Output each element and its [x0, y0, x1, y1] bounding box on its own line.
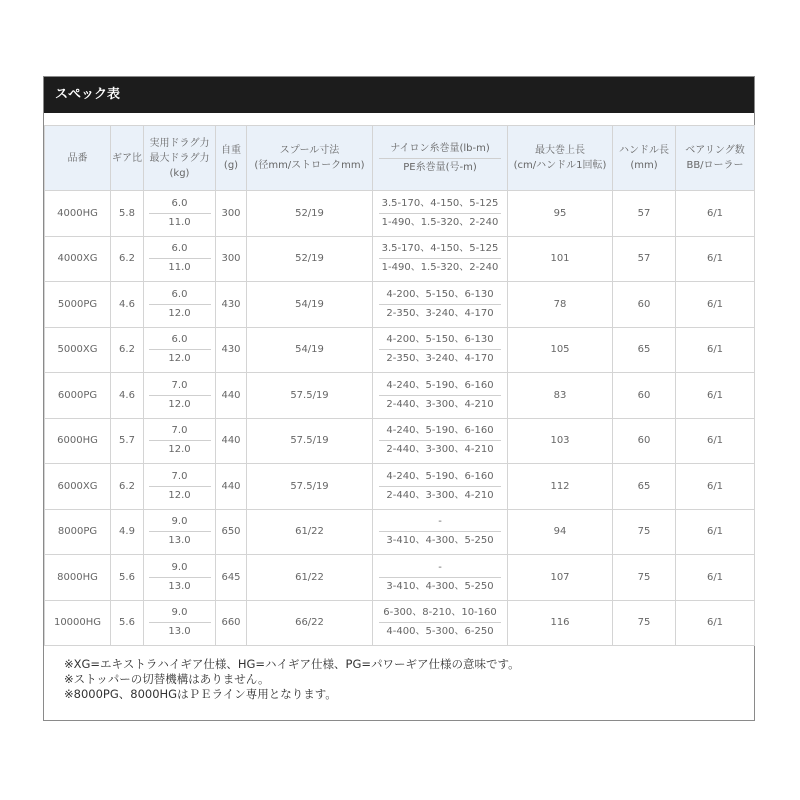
line-stack — [373, 195, 507, 232]
retrieve-value: 78 — [553, 298, 567, 310]
header-retrieve-unit: (cm/ハンドル1回転) — [513, 160, 607, 171]
drag-stack — [144, 604, 215, 641]
cell-spool — [247, 327, 373, 373]
weight-value: 300 — [221, 253, 241, 265]
spec-table-wrapper — [44, 125, 754, 646]
drag-stack — [144, 513, 215, 550]
cell-bearing — [676, 327, 755, 373]
drag-max-value: 13.0 — [168, 626, 191, 638]
header-line-pe: PE糸巻量(号-m) — [403, 161, 477, 173]
drag-stack — [144, 331, 215, 368]
note-line: ※8000PG、8000HGはＰＥライン専用となります。 — [64, 687, 337, 701]
gear-value: 5.8 — [119, 207, 135, 219]
cell-drag — [144, 555, 216, 601]
line-stack — [373, 331, 507, 368]
handle-value: 75 — [637, 617, 651, 629]
spool-value: 52/19 — [295, 253, 324, 265]
header-drag-unit: (kg) — [169, 167, 190, 179]
cell-handle — [613, 236, 676, 282]
model-value: 4000HG — [57, 207, 98, 219]
header-spool-unit: (径mm/ストロークmm) — [254, 160, 365, 171]
cell-spool — [247, 555, 373, 601]
cell-bearing — [676, 600, 755, 646]
retrieve-value: 112 — [550, 480, 570, 492]
bearing-value: 6/1 — [706, 207, 724, 219]
header-bearing-bot: BB/ローラー — [686, 160, 744, 171]
cell-gear — [111, 327, 144, 373]
handle-value: 57 — [637, 253, 651, 265]
cell-line — [373, 236, 508, 282]
cell-model — [45, 509, 111, 555]
spool-value: 54/19 — [295, 298, 324, 310]
spec-notes — [64, 657, 520, 702]
line-stack — [373, 468, 507, 505]
header-spool-top: スプール寸法 — [279, 145, 340, 156]
weight-value: 650 — [221, 526, 241, 538]
cell-handle — [613, 555, 676, 601]
cell-retrieve — [508, 418, 613, 464]
header-model-label: 品番 — [67, 152, 88, 164]
handle-value: 75 — [637, 526, 651, 538]
cell-weight — [216, 418, 247, 464]
spec-panel — [43, 76, 755, 721]
gear-value: 6.2 — [119, 480, 135, 492]
model-value: 10000HG — [53, 617, 102, 629]
note-line: ※XG=エキストラハイギア仕様、HG=ハイギア仕様、PG=パワーギア仕様の意味です。 — [64, 657, 520, 671]
gear-value: 5.6 — [119, 617, 135, 629]
cell-drag — [144, 600, 216, 646]
cell-bearing — [676, 418, 755, 464]
cell-bearing — [676, 236, 755, 282]
drag-stack — [144, 195, 215, 232]
pe-capacity-value: 3-410、4-300、5-250 — [386, 580, 494, 592]
cell-line — [373, 373, 508, 419]
cell-gear — [111, 373, 144, 419]
gear-value: 4.9 — [119, 526, 135, 538]
retrieve-value: 101 — [550, 253, 570, 265]
gear-value: 6.2 — [119, 253, 135, 265]
nylon-capacity-value: 3.5-170、4-150、5-125 — [379, 195, 501, 214]
table-row — [45, 418, 755, 464]
cell-model — [45, 418, 111, 464]
table-row — [45, 464, 755, 510]
cell-retrieve — [508, 282, 613, 328]
cell-weight — [216, 327, 247, 373]
drag-max-value: 12.0 — [168, 398, 191, 410]
cell-line — [373, 191, 508, 237]
cell-handle — [613, 509, 676, 555]
header-bearing-top: ベアリング数 — [685, 145, 745, 156]
cell-drag — [144, 373, 216, 419]
model-value: 8000PG — [57, 526, 98, 538]
drag-max-value: 12.0 — [168, 489, 191, 501]
drag-stack — [144, 468, 215, 505]
header-gear-label: ギア比 — [112, 152, 142, 164]
cell-weight — [216, 236, 247, 282]
drag-practical-value: 6.0 — [149, 286, 211, 305]
cell-weight — [216, 555, 247, 601]
header-gear — [111, 126, 144, 191]
pe-capacity-value: 3-410、4-300、5-250 — [386, 535, 494, 547]
nylon-capacity-value: 3.5-170、4-150、5-125 — [379, 240, 501, 259]
table-row — [45, 327, 755, 373]
cell-retrieve — [508, 555, 613, 601]
header-row — [45, 126, 755, 191]
drag-stack — [144, 377, 215, 414]
line-stack — [373, 604, 507, 641]
bearing-value: 6/1 — [706, 617, 724, 629]
table-row — [45, 373, 755, 419]
cell-model — [45, 464, 111, 510]
cell-gear — [111, 282, 144, 328]
cell-drag — [144, 418, 216, 464]
handle-value: 60 — [637, 298, 651, 310]
gear-value: 5.6 — [119, 571, 135, 583]
pe-capacity-value: 1-490、1.5-320、2-240 — [381, 262, 499, 274]
table-row — [45, 191, 755, 237]
gear-value: 4.6 — [119, 389, 135, 401]
line-stack — [373, 240, 507, 277]
table-row — [45, 600, 755, 646]
cell-drag — [144, 509, 216, 555]
header-drag-top: 実用ドラグ力 — [149, 137, 210, 149]
retrieve-value: 95 — [553, 207, 567, 219]
cell-gear — [111, 236, 144, 282]
cell-spool — [247, 282, 373, 328]
cell-retrieve — [508, 373, 613, 419]
header-drag — [144, 126, 216, 191]
spec-title: スペック表 — [44, 77, 754, 113]
drag-max-value: 12.0 — [168, 307, 191, 319]
cell-weight — [216, 191, 247, 237]
bearing-value: 6/1 — [706, 480, 724, 492]
spool-value: 52/19 — [295, 207, 324, 219]
cell-gear — [111, 600, 144, 646]
cell-weight — [216, 464, 247, 510]
pe-capacity-value: 2-440、3-300、4-210 — [386, 398, 494, 410]
cell-drag — [144, 191, 216, 237]
cell-spool — [247, 418, 373, 464]
nylon-capacity-value: 6-300、8-210、10-160 — [379, 604, 501, 623]
cell-weight — [216, 509, 247, 555]
cell-weight — [216, 600, 247, 646]
cell-retrieve — [508, 464, 613, 510]
retrieve-value: 83 — [553, 389, 567, 401]
table-row — [45, 509, 755, 555]
retrieve-value: 107 — [550, 571, 570, 583]
drag-practical-value: 9.0 — [149, 559, 211, 578]
header-line-nylon: ナイロン糸巻量(lb-m) — [379, 140, 501, 159]
cell-line — [373, 418, 508, 464]
retrieve-value: 116 — [550, 617, 570, 629]
cell-retrieve — [508, 600, 613, 646]
weight-value: 300 — [221, 207, 241, 219]
cell-model — [45, 555, 111, 601]
header-handle — [613, 126, 676, 191]
cell-drag — [144, 464, 216, 510]
drag-practical-value: 9.0 — [149, 513, 211, 532]
weight-value: 440 — [221, 389, 241, 401]
cell-weight — [216, 373, 247, 419]
drag-max-value: 11.0 — [168, 216, 191, 228]
handle-value: 57 — [637, 207, 651, 219]
header-retrieve — [508, 126, 613, 191]
handle-value: 60 — [637, 389, 651, 401]
retrieve-value: 105 — [550, 344, 570, 356]
drag-practical-value: 7.0 — [149, 377, 211, 396]
table-row — [45, 236, 755, 282]
model-value: 6000HG — [57, 435, 98, 447]
handle-value: 65 — [637, 480, 651, 492]
cell-gear — [111, 555, 144, 601]
cell-handle — [613, 418, 676, 464]
cell-handle — [613, 282, 676, 328]
gear-value: 5.7 — [119, 435, 135, 447]
model-value: 6000XG — [57, 480, 98, 492]
header-line — [373, 126, 508, 191]
cell-weight — [216, 282, 247, 328]
cell-retrieve — [508, 327, 613, 373]
bearing-value: 6/1 — [706, 389, 724, 401]
cell-model — [45, 327, 111, 373]
weight-value: 430 — [221, 344, 241, 356]
spec-table — [44, 125, 755, 646]
cell-bearing — [676, 555, 755, 601]
cell-model — [45, 600, 111, 646]
header-weight — [216, 126, 247, 191]
line-stack — [373, 286, 507, 323]
spool-value: 57.5/19 — [290, 389, 329, 401]
table-row — [45, 282, 755, 328]
drag-practical-value: 7.0 — [149, 468, 211, 487]
header-spool — [247, 126, 373, 191]
pe-capacity-value: 2-440、3-300、4-210 — [386, 444, 494, 456]
cell-drag — [144, 327, 216, 373]
bearing-value: 6/1 — [706, 571, 724, 583]
cell-spool — [247, 373, 373, 419]
cell-handle — [613, 600, 676, 646]
drag-practical-value: 6.0 — [149, 195, 211, 214]
header-line-stack — [373, 140, 507, 177]
pe-capacity-value: 2-440、3-300、4-210 — [386, 489, 494, 501]
cell-line — [373, 509, 508, 555]
cell-line — [373, 464, 508, 510]
header-weight-top: 自重 — [221, 145, 241, 156]
bearing-value: 6/1 — [706, 344, 724, 356]
nylon-capacity-value: 4-240、5-190、6-160 — [379, 468, 501, 487]
spool-value: 57.5/19 — [290, 480, 329, 492]
weight-value: 430 — [221, 298, 241, 310]
pe-capacity-value: 2-350、3-240、4-170 — [386, 307, 494, 319]
handle-value: 65 — [637, 344, 651, 356]
cell-handle — [613, 191, 676, 237]
line-stack — [373, 559, 507, 596]
cell-handle — [613, 373, 676, 419]
model-value: 8000HG — [57, 571, 98, 583]
line-stack — [373, 377, 507, 414]
drag-max-value: 13.0 — [168, 580, 191, 592]
table-row — [45, 555, 755, 601]
weight-value: 440 — [221, 435, 241, 447]
cell-bearing — [676, 282, 755, 328]
header-model — [45, 126, 111, 191]
spool-value: 54/19 — [295, 344, 324, 356]
bearing-value: 6/1 — [706, 253, 724, 265]
cell-bearing — [676, 373, 755, 419]
cell-spool — [247, 600, 373, 646]
drag-stack — [144, 286, 215, 323]
cell-spool — [247, 509, 373, 555]
cell-line — [373, 555, 508, 601]
weight-value: 440 — [221, 480, 241, 492]
handle-value: 60 — [637, 435, 651, 447]
cell-line — [373, 600, 508, 646]
gear-value: 4.6 — [119, 298, 135, 310]
cell-line — [373, 327, 508, 373]
header-bearing — [676, 126, 755, 191]
bearing-value: 6/1 — [706, 298, 724, 310]
nylon-capacity-value: - — [379, 513, 501, 532]
pe-capacity-value: 4-400、5-300、6-250 — [386, 626, 494, 638]
cell-handle — [613, 327, 676, 373]
cell-model — [45, 373, 111, 419]
model-value: 5000PG — [57, 298, 98, 310]
spool-value: 61/22 — [295, 526, 324, 538]
bearing-value: 6/1 — [706, 526, 724, 538]
weight-value: 660 — [221, 617, 241, 629]
spool-value: 61/22 — [295, 571, 324, 583]
header-handle-top: ハンドル長 — [619, 145, 669, 156]
cell-bearing — [676, 464, 755, 510]
cell-gear — [111, 191, 144, 237]
spool-value: 57.5/19 — [290, 435, 329, 447]
nylon-capacity-value: 4-240、5-190、6-160 — [379, 377, 501, 396]
cell-model — [45, 236, 111, 282]
spec-table-body — [45, 191, 755, 646]
cell-retrieve — [508, 509, 613, 555]
cell-bearing — [676, 509, 755, 555]
nylon-capacity-value: 4-240、5-190、6-160 — [379, 422, 501, 441]
model-value: 6000PG — [57, 389, 98, 401]
cell-handle — [613, 464, 676, 510]
line-stack — [373, 513, 507, 550]
note-line: ※ストッパーの切替機構はありません。 — [64, 672, 270, 686]
pe-capacity-value: 1-490、1.5-320、2-240 — [381, 216, 499, 228]
model-value: 5000XG — [57, 344, 98, 356]
header-handle-unit: (mm) — [630, 160, 658, 171]
cell-spool — [247, 464, 373, 510]
cell-gear — [111, 509, 144, 555]
drag-max-value: 11.0 — [168, 262, 191, 274]
spool-value: 66/22 — [295, 617, 324, 629]
cell-retrieve — [508, 191, 613, 237]
cell-retrieve — [508, 236, 613, 282]
nylon-capacity-value: 4-200、5-150、6-130 — [379, 331, 501, 350]
nylon-capacity-value: 4-200、5-150、6-130 — [379, 286, 501, 305]
cell-gear — [111, 418, 144, 464]
cell-model — [45, 282, 111, 328]
cell-spool — [247, 191, 373, 237]
line-stack — [373, 422, 507, 459]
cell-model — [45, 191, 111, 237]
cell-gear — [111, 464, 144, 510]
drag-max-value: 12.0 — [168, 444, 191, 456]
retrieve-value: 103 — [550, 435, 570, 447]
gear-value: 6.2 — [119, 344, 135, 356]
cell-drag — [144, 236, 216, 282]
pe-capacity-value: 2-350、3-240、4-170 — [386, 353, 494, 365]
cell-line — [373, 282, 508, 328]
drag-stack — [144, 240, 215, 277]
model-value: 4000XG — [57, 253, 98, 265]
weight-value: 645 — [221, 571, 241, 583]
cell-spool — [247, 236, 373, 282]
drag-practical-value: 6.0 — [149, 240, 211, 259]
drag-practical-value: 6.0 — [149, 331, 211, 350]
header-retrieve-top: 最大巻上長 — [535, 145, 585, 156]
retrieve-value: 94 — [553, 526, 567, 538]
drag-practical-value: 7.0 — [149, 422, 211, 441]
drag-max-value: 12.0 — [168, 353, 191, 365]
nylon-capacity-value: - — [379, 559, 501, 578]
header-drag-mid: 最大ドラグ力 — [149, 152, 210, 164]
cell-bearing — [676, 191, 755, 237]
drag-stack — [144, 422, 215, 459]
drag-stack — [144, 559, 215, 596]
cell-drag — [144, 282, 216, 328]
drag-max-value: 13.0 — [168, 535, 191, 547]
header-weight-unit: (g) — [223, 160, 239, 171]
bearing-value: 6/1 — [706, 435, 724, 447]
handle-value: 75 — [637, 571, 651, 583]
drag-practical-value: 9.0 — [149, 604, 211, 623]
